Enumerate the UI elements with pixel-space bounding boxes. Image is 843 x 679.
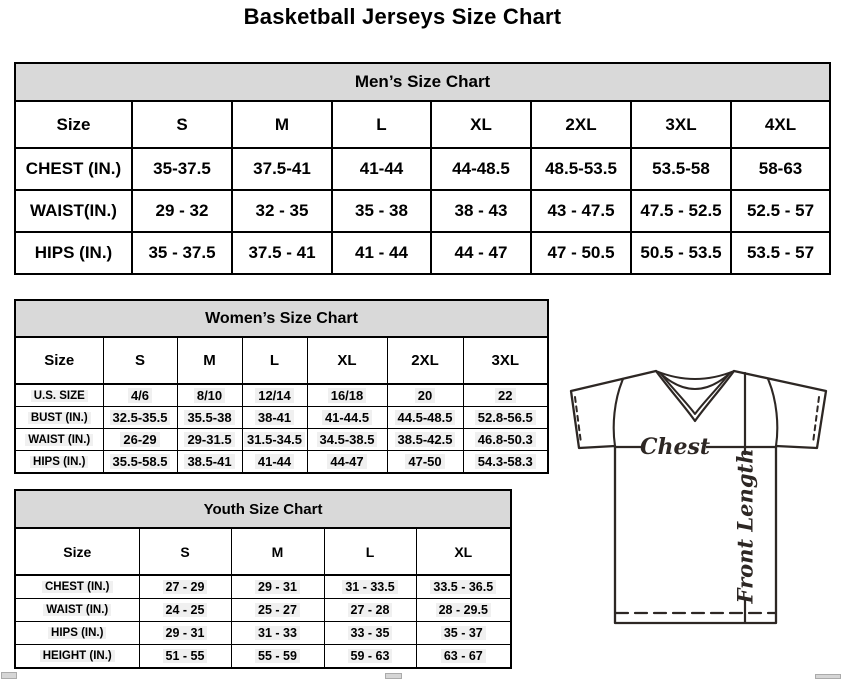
table-cell: 38-41 xyxy=(242,407,307,429)
column-header: 4XL xyxy=(731,101,830,148)
table-cell: 24 - 25 xyxy=(139,599,231,622)
column-header: M xyxy=(231,528,324,575)
column-header: XL xyxy=(431,101,531,148)
table-cell: 41-44 xyxy=(332,148,431,190)
table-row xyxy=(15,575,511,599)
column-header: Size xyxy=(15,337,103,384)
row-header: HIPS (IN.) xyxy=(15,232,132,274)
table-row xyxy=(15,429,548,451)
table-cell: 29 - 32 xyxy=(132,190,232,232)
front-length-label: Front Length xyxy=(732,448,758,604)
table-cell: 35.5-58.5 xyxy=(103,451,177,474)
table-cell: 25 - 27 xyxy=(231,599,324,622)
table-row xyxy=(15,622,511,645)
womens-section-header: Women’s Size Chart xyxy=(15,300,548,337)
table-cell: 16/18 xyxy=(307,384,387,407)
jersey-diagram xyxy=(556,358,843,645)
table-cell: 35.5-38 xyxy=(177,407,242,429)
table-cell: 35 - 38 xyxy=(332,190,431,232)
table-cell: 31.5-34.5 xyxy=(242,429,307,451)
table-row xyxy=(15,190,830,232)
table-cell: 20 xyxy=(387,384,463,407)
table-cell: 44-48.5 xyxy=(431,148,531,190)
column-header: S xyxy=(132,101,232,148)
table-cell: 35 - 37.5 xyxy=(132,232,232,274)
table-cell: 38.5-41 xyxy=(177,451,242,474)
table-cell: 31 - 33 xyxy=(231,622,324,645)
table-cell: 35-37.5 xyxy=(132,148,232,190)
row-header: CHEST (IN.) xyxy=(15,575,139,599)
table-cell: 38 - 43 xyxy=(431,190,531,232)
womens-size-table xyxy=(14,299,549,474)
column-header: 3XL xyxy=(463,337,548,384)
table-cell: 44-47 xyxy=(307,451,387,474)
column-header: XL xyxy=(416,528,511,575)
column-header: S xyxy=(103,337,177,384)
column-header: 2XL xyxy=(387,337,463,384)
row-header: HIPS (IN.) xyxy=(15,451,103,474)
table-cell: 51 - 55 xyxy=(139,645,231,669)
table-cell: 54.3-58.3 xyxy=(463,451,548,474)
table-cell: 34.5-38.5 xyxy=(307,429,387,451)
column-header: L xyxy=(324,528,416,575)
table-cell: 47-50 xyxy=(387,451,463,474)
table-cell: 32.5-35.5 xyxy=(103,407,177,429)
mens-section-header: Men’s Size Chart xyxy=(15,63,830,101)
table-cell: 29-31.5 xyxy=(177,429,242,451)
table-cell: 53.5-58 xyxy=(631,148,731,190)
column-header: 3XL xyxy=(631,101,731,148)
table-row xyxy=(15,451,548,474)
table-cell: 58-63 xyxy=(731,148,830,190)
table-cell: 41 - 44 xyxy=(332,232,431,274)
table-cell: 29 - 31 xyxy=(231,575,324,599)
table-cell: 55 - 59 xyxy=(231,645,324,669)
table-cell: 33.5 - 36.5 xyxy=(416,575,511,599)
row-header: CHEST (IN.) xyxy=(15,148,132,190)
table-cell: 41-44 xyxy=(242,451,307,474)
table-row xyxy=(15,407,548,429)
table-row xyxy=(15,232,830,274)
row-header: HIPS (IN.) xyxy=(15,622,139,645)
table-row xyxy=(15,645,511,669)
table-cell: 26-29 xyxy=(103,429,177,451)
youth-section-header: Youth Size Chart xyxy=(15,490,511,528)
mens-size-table xyxy=(14,62,831,275)
table-row xyxy=(15,384,548,407)
page-title: Basketball Jerseys Size Chart xyxy=(243,4,562,29)
table-cell: 52.5 - 57 xyxy=(731,190,830,232)
table-cell: 28 - 29.5 xyxy=(416,599,511,622)
column-header: 2XL xyxy=(531,101,631,148)
table-cell: 41-44.5 xyxy=(307,407,387,429)
table-cell: 44 - 47 xyxy=(431,232,531,274)
table-row xyxy=(15,599,511,622)
table-cell: 47 - 50.5 xyxy=(531,232,631,274)
row-header: WAIST (IN.) xyxy=(15,599,139,622)
table-cell: 37.5 - 41 xyxy=(232,232,332,274)
row-header: WAIST(IN.) xyxy=(15,190,132,232)
table-cell: 37.5-41 xyxy=(232,148,332,190)
table-cell: 4/6 xyxy=(103,384,177,407)
table-cell: 33 - 35 xyxy=(324,622,416,645)
table-cell: 43 - 47.5 xyxy=(531,190,631,232)
column-header: XL xyxy=(307,337,387,384)
column-header: Size xyxy=(15,528,139,575)
column-header: Size xyxy=(15,101,132,148)
row-header: HEIGHT (IN.) xyxy=(15,645,139,669)
table-cell: 27 - 28 xyxy=(324,599,416,622)
column-header: S xyxy=(139,528,231,575)
column-header: L xyxy=(332,101,431,148)
selection-handle-left[interactable] xyxy=(1,672,17,679)
table-cell: 27 - 29 xyxy=(139,575,231,599)
column-header: L xyxy=(242,337,307,384)
table-cell: 52.8-56.5 xyxy=(463,407,548,429)
row-header: U.S. SIZE xyxy=(15,384,103,407)
table-cell: 53.5 - 57 xyxy=(731,232,830,274)
youth-size-table xyxy=(14,489,512,669)
row-header: BUST (IN.) xyxy=(15,407,103,429)
table-cell: 47.5 - 52.5 xyxy=(631,190,731,232)
table-cell: 44.5-48.5 xyxy=(387,407,463,429)
table-cell: 38.5-42.5 xyxy=(387,429,463,451)
table-cell: 59 - 63 xyxy=(324,645,416,669)
table-cell: 48.5-53.5 xyxy=(531,148,631,190)
chest-label: Chest xyxy=(639,434,711,460)
selection-handle-middle[interactable] xyxy=(385,673,402,679)
table-cell: 29 - 31 xyxy=(139,622,231,645)
table-cell: 8/10 xyxy=(177,384,242,407)
column-header: M xyxy=(177,337,242,384)
table-cell: 12/14 xyxy=(242,384,307,407)
table-cell: 63 - 67 xyxy=(416,645,511,669)
row-header: WAIST (IN.) xyxy=(15,429,103,451)
column-header: M xyxy=(232,101,332,148)
table-cell: 35 - 37 xyxy=(416,622,511,645)
table-cell: 46.8-50.3 xyxy=(463,429,548,451)
table-cell: 22 xyxy=(463,384,548,407)
table-cell: 50.5 - 53.5 xyxy=(631,232,731,274)
table-cell: 31 - 33.5 xyxy=(324,575,416,599)
table-cell: 32 - 35 xyxy=(232,190,332,232)
selection-handle-right[interactable] xyxy=(815,674,841,679)
table-row xyxy=(15,148,830,190)
